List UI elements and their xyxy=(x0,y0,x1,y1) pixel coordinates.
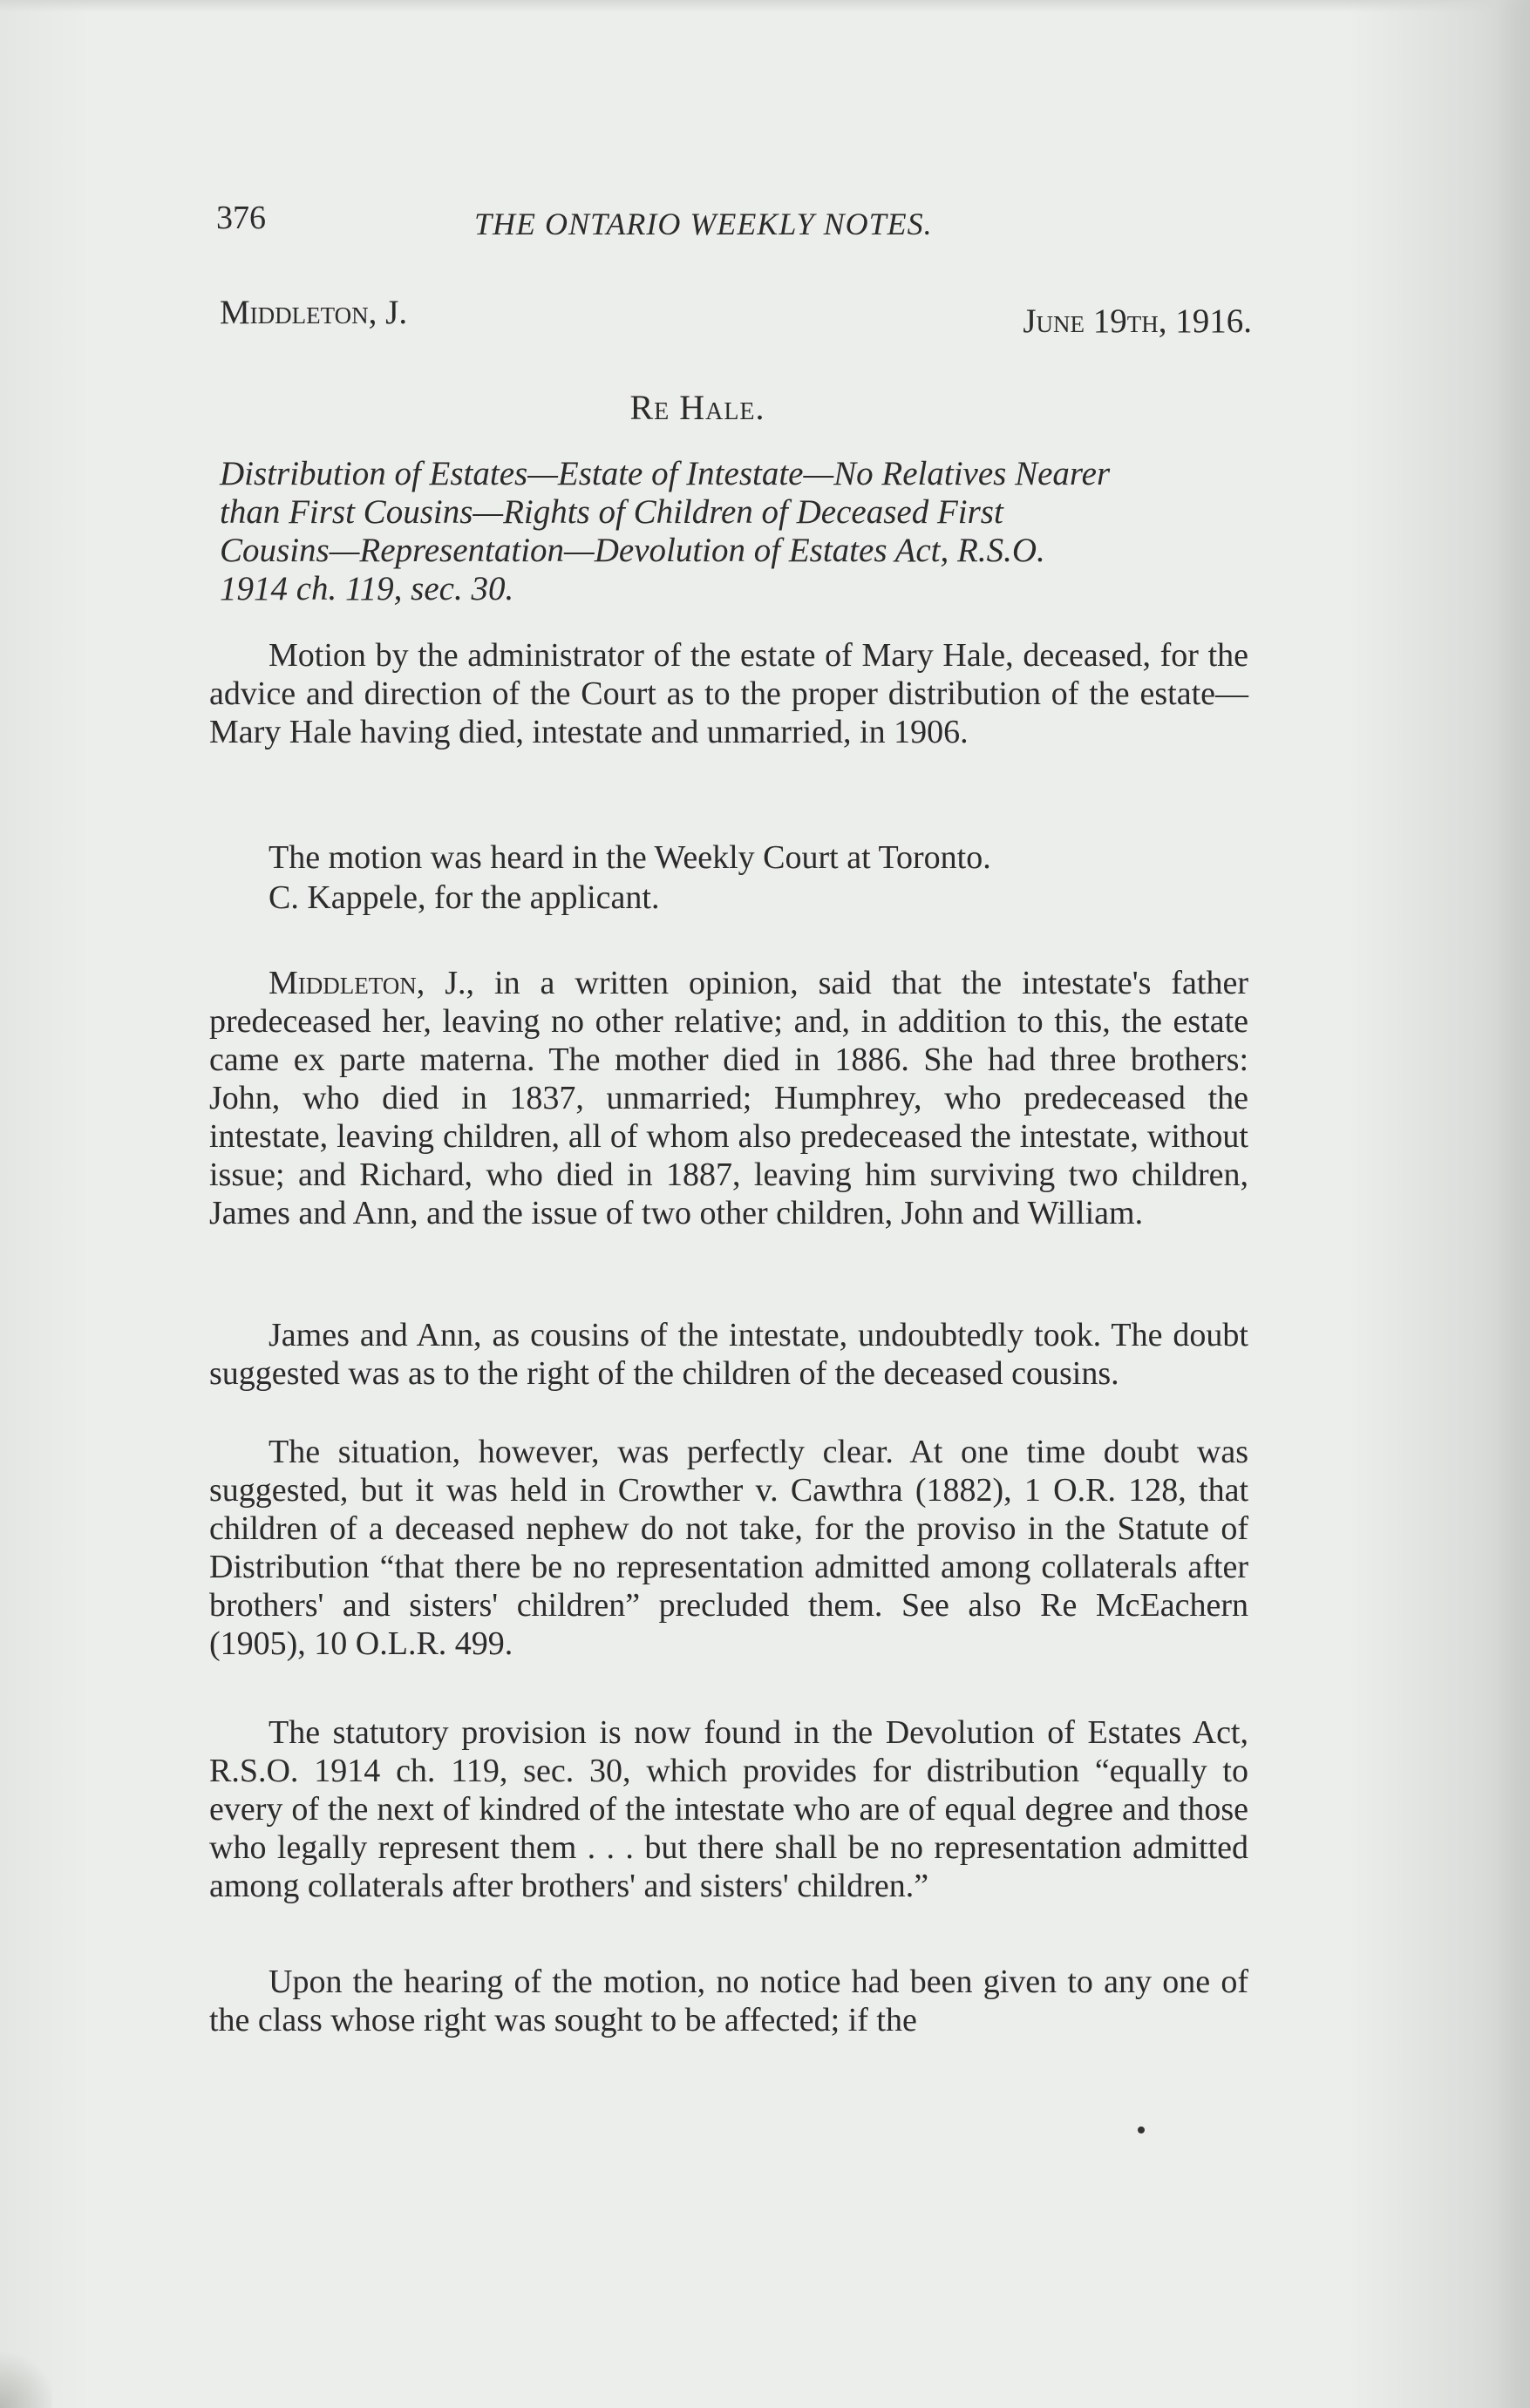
motion-paragraph: Motion by the administrator of the estate of Mary Hale, deceased, for the advice and direction of the Court as to the proper distribution of the estate—Mary Hale having died, intestate and unmarried, in 1906. xyxy=(209,637,1248,750)
decision-date: June 19th, 1916. xyxy=(1023,302,1252,340)
heard-line: The motion was heard in the Weekly Court at Toronto. xyxy=(269,839,991,876)
journal-title: THE ONTARIO WEEKLY NOTES. xyxy=(474,207,933,241)
case-header xyxy=(220,293,1252,340)
running-head xyxy=(216,199,1255,242)
counsel-line: C. Kappele, for the applicant. xyxy=(269,879,660,916)
paragraph-hearing: Upon the hearing of the motion, no notice had been given to any one of the class whose right was sought to be affected; if the xyxy=(209,1964,1248,2038)
headnote xyxy=(220,455,1250,608)
headnote-line: 1914 ch. 119, sec. 30. xyxy=(220,570,514,607)
headnote-line: Distribution of Estates—Estate of Intestate—No Relatives Nearer xyxy=(220,455,1111,492)
corner-stain xyxy=(0,2344,52,2408)
paragraph-statute: The statutory provision is now found in the Devolution of Estates Act, R.S.O. 1914 ch. 119, sec. 30, which provides for distribution “equally to every of the next of kindred of the intestate who are of equal degree and those who legally represent them . . . but there shall be no representation admitted among collaterals after brothers' and sisters' children.” xyxy=(209,1714,1248,1904)
opinion-judge: Middleton, J. xyxy=(269,965,466,1001)
judge-name: Middleton, J. xyxy=(220,294,408,331)
case-title: Re Hale. xyxy=(629,388,765,427)
page-gutter-shadow xyxy=(1495,0,1530,2408)
paragraph-cousins: James and Ann, as cousins of the intestate, undoubtedly took. The doubt suggested was as to the right of the children of the deceased cousins. xyxy=(209,1317,1248,1392)
page-number: 376 xyxy=(216,200,266,236)
opinion-paragraph xyxy=(209,964,1248,1232)
headnote-line: than First Cousins—Rights of Children of Deceased First xyxy=(220,493,1003,531)
ink-speck xyxy=(1138,2127,1145,2133)
page-top-shadow xyxy=(0,0,1530,12)
opinion-text: , in a written opinion, said that the intestate's father predeceased her, leaving no other relative; and, in addition to this, the estate came ex parte materna. The mother died in 1886. She had three brothers: John, who died in 1837, unmarried; Humphrey, who predeceased the intestate, leaving children, all of whom also predeceased the intestate, without issue; and Richard, who died in 1887, leaving him surviving two children, James and Ann, and the issue of two other children, John and William. xyxy=(209,965,1248,1231)
paragraph-situation: The situation, however, was perfectly clear. At one time doubt was suggested, but it was held in Crowther v. Cawthra (1882), 1 O.R. 128, that children of a deceased nephew do not take, for the proviso in the Statute of Distribution “that there be no representation admitted among collaterals after brothers' and sisters' children” precluded them. See also Re McEachern (1905), 10 O.L.R. 499. xyxy=(209,1434,1248,1662)
headnote-line: Cousins—Representation—Devolution of Estates Act, R.S.O. xyxy=(220,532,1045,569)
